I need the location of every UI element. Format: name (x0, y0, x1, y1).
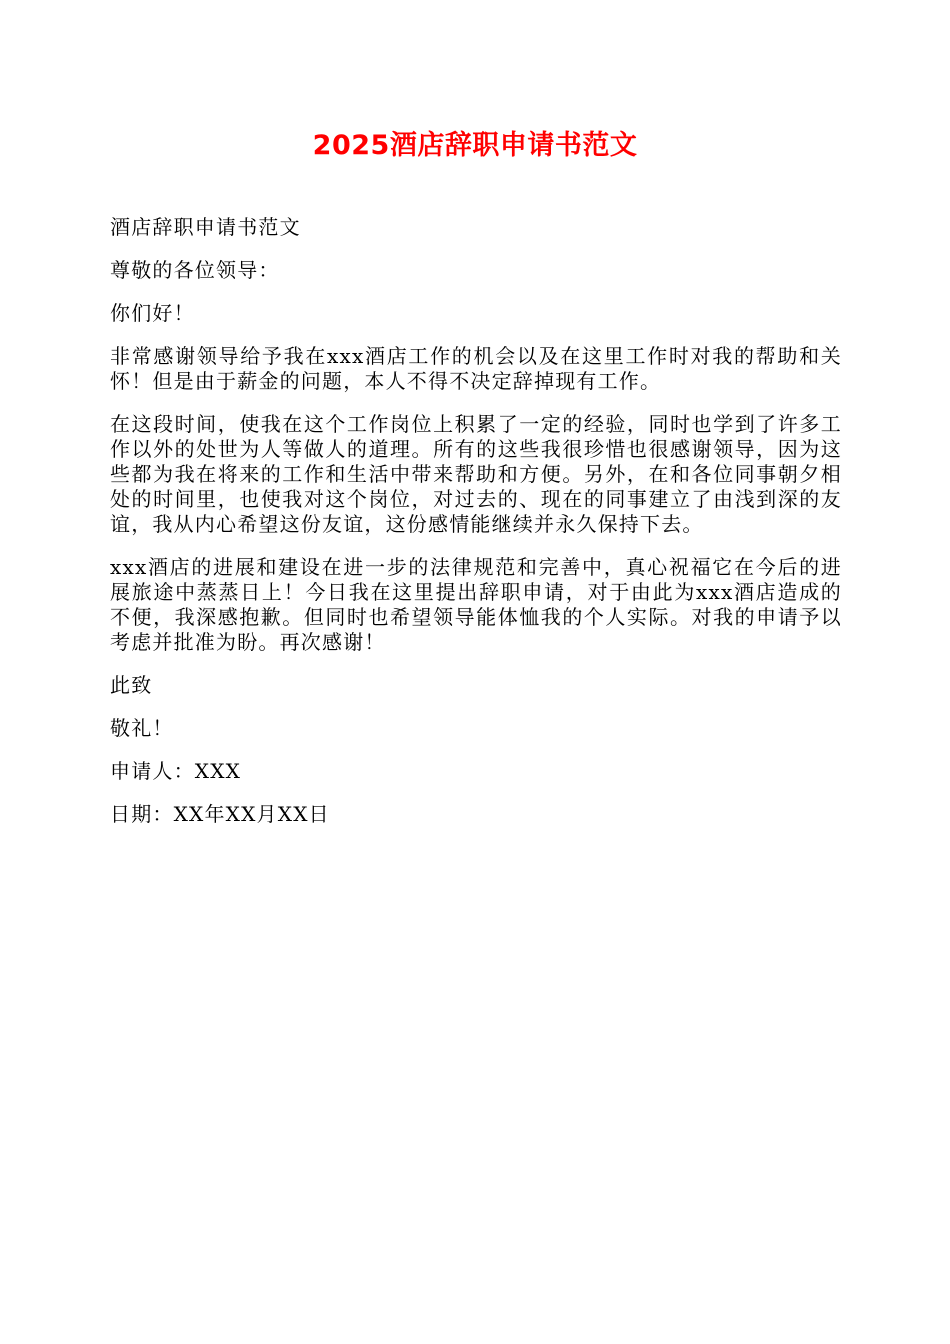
body-paragraph: 在这段时间，使我在这个工作岗位上积累了一定的经验，同时也学到了许多工作以外的处世为人等做人的道理。所有的这些我很珍惜也很感谢领导，因为这些都为我在将来的工作和生活中带来帮助和方便。另外，在和各位同事朝夕相处的时间里，也使我对这个岗位，对过去的、现在的同事建立了由浅到深的友谊，我从内心希望这份友谊，这份感情能继续并永久保持下去。 (110, 412, 842, 536)
greeting: 你们好！ (110, 301, 195, 325)
document-subtitle: 酒店辞职申请书范文 (110, 215, 301, 239)
closing-regards: 敬礼！ (110, 716, 174, 740)
applicant-line: 申请人：XXX (110, 759, 242, 783)
body-paragraph: xxx酒店的进展和建设在进一步的法律规范和完善中，真心祝福它在今后的进展旅途中蒸蒸日上！今日我在这里提出辞职申请，对于由此为xxx酒店造成的不便，我深感抱歉。但同时也希望领导能体恤我的个人实际。对我的申请予以考虑并批准为盼。再次感谢！ (110, 555, 842, 654)
closing-line: 此致 (110, 673, 153, 697)
document-title: 2025酒店辞职申请书范文 (312, 130, 638, 161)
date-line: 日期：XX年XX月XX日 (110, 802, 330, 826)
body-paragraph: 非常感谢领导给予我在xxx酒店工作的机会以及在这里工作时对我的帮助和关怀！但是由于薪金的问题，本人不得不决定辞掉现有工作。 (110, 344, 842, 393)
document-body (110, 215, 842, 845)
salutation: 尊敬的各位领导： (110, 258, 280, 282)
